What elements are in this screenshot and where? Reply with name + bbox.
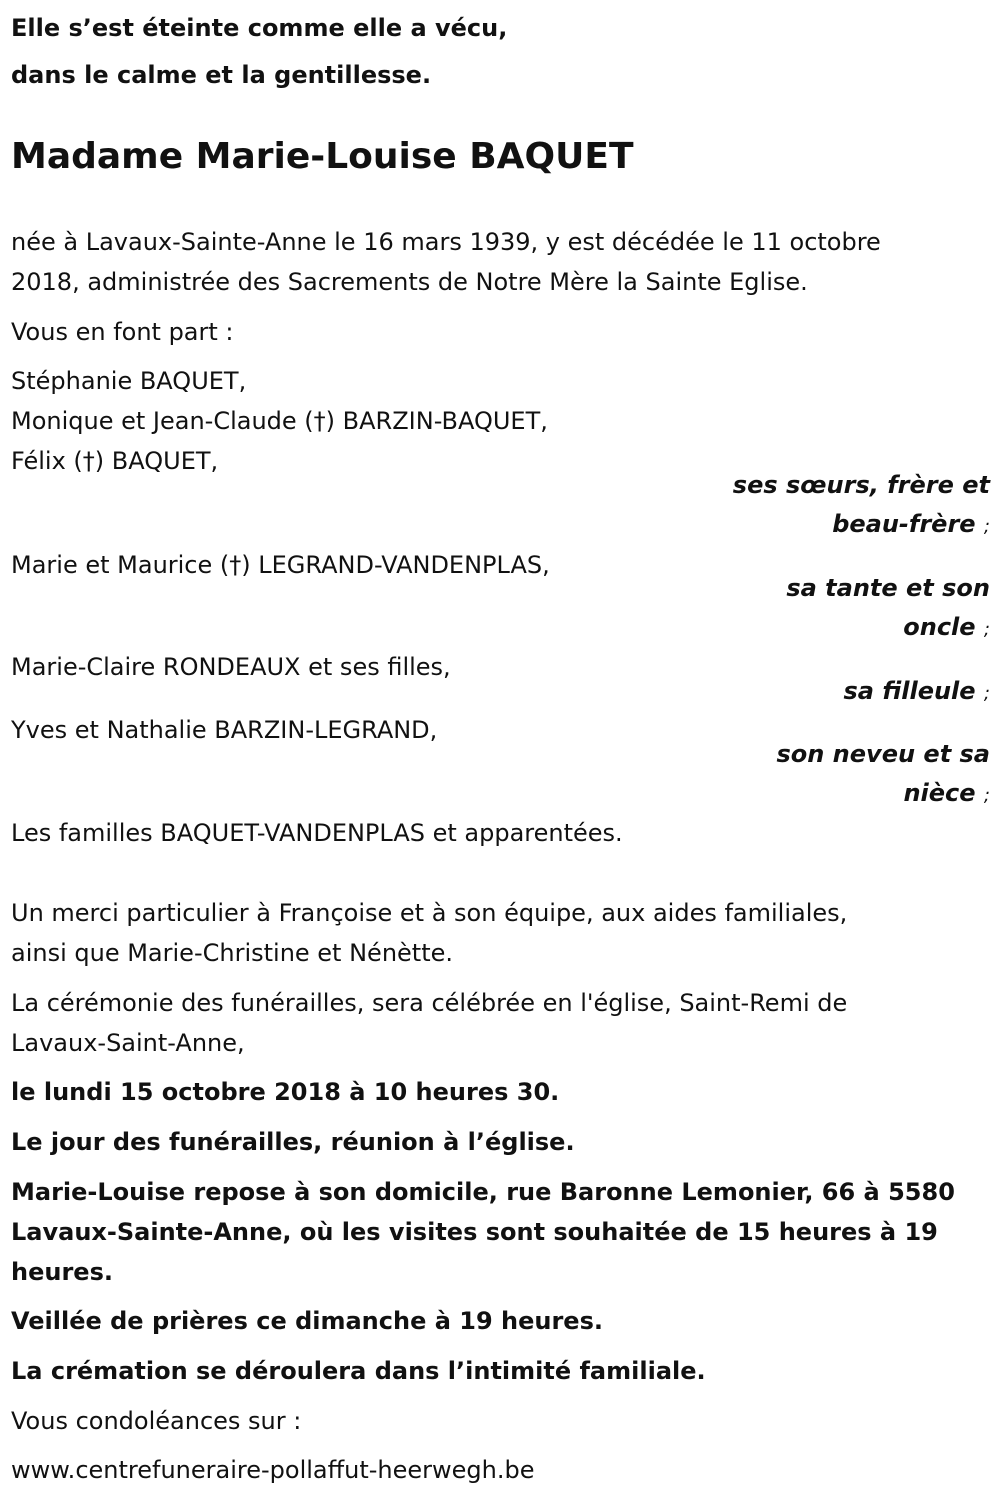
birth-line-2: 2018, administrée des Sacrements de Notre Mère la Sainte Eglise. xyxy=(11,268,808,296)
separator: ; xyxy=(983,785,990,806)
separator: ; xyxy=(983,516,990,537)
family-relation: sa tante et son xyxy=(786,574,990,602)
thanks-line-1: Un merci particulier à Françoise et à son équipe, aux aides familiales, xyxy=(11,899,848,927)
rest-line-1: Marie-Louise repose à son domicile, rue Baronne Lemonier, 66 à 5580 xyxy=(11,1178,955,1206)
family-relation: beau-frère ; xyxy=(832,510,990,538)
family-relation: oncle ; xyxy=(903,613,990,641)
family-name: Marie-Claire RONDEAUX et ses filles, xyxy=(11,653,451,681)
family-relation: ses sœurs, frère et xyxy=(732,471,990,499)
ceremony-line-2: Lavaux-Saint-Anne, xyxy=(11,1029,245,1057)
separator: ; xyxy=(983,683,990,704)
family-name: Félix (†) BAQUET, xyxy=(11,447,219,475)
ceremony-date: le lundi 15 octobre 2018 à 10 heures 30. xyxy=(11,1078,560,1106)
deceased-name: Madame Marie-Louise BAQUET xyxy=(11,136,634,177)
family-name: Stéphanie BAQUET, xyxy=(11,367,247,395)
rest-line-2: Lavaux-Sainte-Anne, où les visites sont souhaitée de 15 heures à 19 xyxy=(11,1218,938,1246)
family-relation: sa filleule ; xyxy=(843,677,990,705)
family-relation: son neveu et sa xyxy=(776,740,990,768)
announce-text: Vous en font part : xyxy=(11,318,234,346)
family-name: Monique et Jean-Claude (†) BARZIN-BAQUET, xyxy=(11,407,548,435)
separator: ; xyxy=(983,619,990,640)
family-name: Yves et Nathalie BARZIN-LEGRAND, xyxy=(11,716,438,744)
family-name: Marie et Maurice (†) LEGRAND-VANDENPLAS, xyxy=(11,551,550,579)
family-relation: nièce ; xyxy=(903,779,990,807)
intro-line-1: Elle s’est éteinte comme elle a vécu, xyxy=(11,14,508,42)
cremation-text: La crémation se déroulera dans l’intimité familiale. xyxy=(11,1357,706,1385)
ceremony-line-1: La cérémonie des funérailles, sera célébrée en l'église, Saint-Remi de xyxy=(11,989,848,1017)
condolences-label: Vous condoléances sur : xyxy=(11,1407,302,1435)
families-line: Les familles BAQUET-VANDENPLAS et apparentées. xyxy=(11,819,623,847)
birth-line-1: née à Lavaux-Sainte-Anne le 16 mars 1939, y est décédée le 11 octobre xyxy=(11,228,881,256)
rest-line-3: heures. xyxy=(11,1258,113,1286)
condolences-link[interactable]: www.centrefuneraire-pollaffut-heerwegh.be xyxy=(11,1456,535,1484)
intro-line-2: dans le calme et la gentillesse. xyxy=(11,61,432,89)
vigil-text: Veillée de prières ce dimanche à 19 heures. xyxy=(11,1307,603,1335)
meeting-text: Le jour des funérailles, réunion à l’église. xyxy=(11,1128,575,1156)
thanks-line-2: ainsi que Marie-Christine et Nénètte. xyxy=(11,939,454,967)
